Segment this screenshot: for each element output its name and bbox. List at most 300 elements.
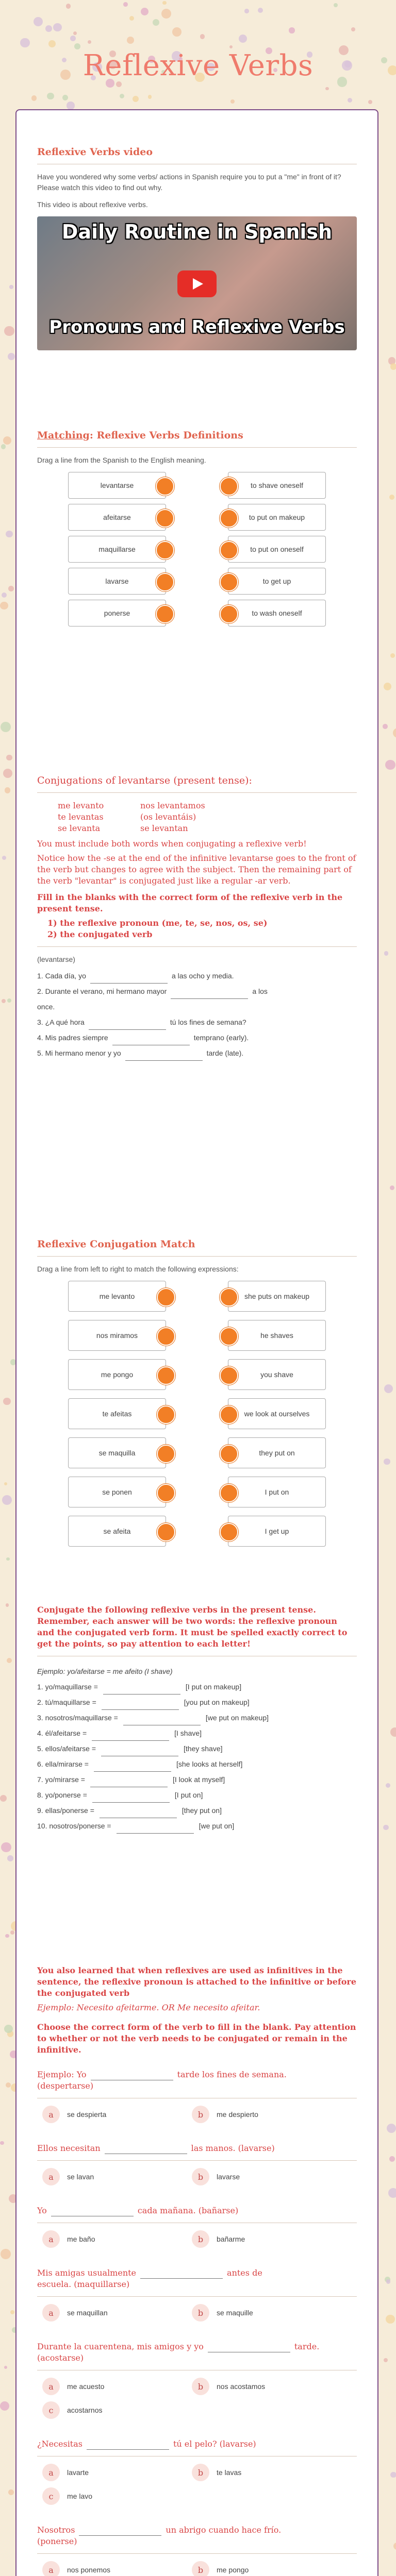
match-pair <box>37 1516 357 1547</box>
answer-option[interactable] <box>192 2464 241 2481</box>
match-right[interactable]: to wash oneself <box>228 600 326 626</box>
decor-dot <box>386 2279 390 2283</box>
decor-dot <box>390 2472 396 2478</box>
blank-input[interactable] <box>102 1702 179 1710</box>
conjugate-item <box>37 1741 357 1756</box>
match-right[interactable]: you shave <box>228 1359 326 1390</box>
question-text <box>37 2069 357 2080</box>
blank-input[interactable] <box>100 1810 177 1818</box>
conjugation-row <box>58 811 357 823</box>
conjugation-match-instruction: Drag a line from left to right to match the following expressions: <box>37 1265 239 1273</box>
drag-handle[interactable] <box>157 1288 175 1307</box>
decor-dot <box>6 531 13 538</box>
question-start: Ellos necesitan <box>37 2143 101 2153</box>
blank-input[interactable] <box>101 1749 178 1756</box>
match-right[interactable]: we look at ourselves <box>228 1398 326 1429</box>
decor-dot <box>4 2366 7 2369</box>
question-cont: escuela. (maquillarse) <box>37 2279 130 2289</box>
decor-dot <box>384 1459 390 1465</box>
options <box>37 2168 357 2192</box>
decor-dot <box>384 683 391 690</box>
conjugate-prompt: 1. yo/maquillarse = <box>37 1683 98 1691</box>
conjugate-hint: [they shave] <box>184 1744 223 1753</box>
decor-dot <box>1 2249 11 2259</box>
drag-handle[interactable] <box>156 477 174 496</box>
drag-handle[interactable] <box>220 1445 238 1463</box>
conjugate-item <box>37 1772 357 1787</box>
decor-dot <box>6 1557 10 1561</box>
question-start: ¿Necesitas <box>37 2439 82 2449</box>
match-pair <box>37 568 357 599</box>
video-section <box>37 146 357 350</box>
fill-title: Fill in the blanks with the correct form of the reflexive verb in the present tense. <box>37 892 343 913</box>
blank-input[interactable] <box>90 976 168 984</box>
question-end: un abrigo cuando hace frío. <box>166 2525 282 2535</box>
drag-handle[interactable] <box>156 605 174 623</box>
divider <box>37 946 357 947</box>
drag-handle[interactable] <box>156 573 174 591</box>
drag-handle[interactable] <box>157 1366 175 1385</box>
conjugation-cell: nos levantamos <box>140 801 205 810</box>
drag-handle[interactable] <box>157 1484 175 1502</box>
decor-dot <box>9 285 13 289</box>
decor-dot <box>1 1842 11 1853</box>
options <box>37 2304 357 2328</box>
choice-question <box>37 2069 357 2129</box>
fill-sentence <box>37 1030 357 1045</box>
decor-dot <box>2 856 6 860</box>
match-left[interactable]: se afeita <box>68 1516 166 1547</box>
conjugation-section <box>37 775 357 1061</box>
decor-dot <box>8 586 14 591</box>
question-end: cada mañana. (bañarse) <box>137 2206 239 2215</box>
blank-input[interactable] <box>103 1687 180 1694</box>
decor-dot <box>4 1482 7 1485</box>
blank-input[interactable] <box>112 1038 190 1045</box>
conjugate-hint: [I shave] <box>174 1729 202 1737</box>
fill-sentence <box>37 968 357 984</box>
option-letter-badge: a <box>42 2168 60 2185</box>
question-cont: (ponerse) <box>37 2536 77 2546</box>
drag-handle[interactable] <box>157 1405 175 1424</box>
answer-option[interactable] <box>192 2106 258 2123</box>
match-right[interactable]: he shaves <box>228 1320 326 1351</box>
option-letter-badge: b <box>192 2106 209 2123</box>
conjugation-table <box>37 800 357 834</box>
fill-point-1: 1) the reflexive pronoun (me, te, se, nos, os, se) <box>47 918 268 928</box>
conjugate-prompt: 2. tú/maquillarse = <box>37 1698 96 1706</box>
conjugate-item <box>37 1679 357 1694</box>
decor-dot <box>383 724 388 729</box>
conjugate-hint: [we put on makeup] <box>205 1714 269 1722</box>
option-letter-badge: b <box>192 2561 209 2576</box>
option-letter-badge: b <box>192 2168 209 2185</box>
conjugate-hint: [I put on] <box>174 1791 203 1799</box>
question-text <box>37 2524 357 2536</box>
match-left[interactable]: ponerse <box>68 600 166 626</box>
option-label: nos ponemos <box>67 2566 111 2574</box>
drag-handle[interactable] <box>220 1327 238 1346</box>
decor-dot <box>1 444 6 449</box>
match-pair <box>37 600 357 631</box>
conjugation-cell: te levantas <box>58 812 104 822</box>
match-right[interactable]: to put on oneself <box>228 536 326 563</box>
option-letter-badge: c <box>42 2401 60 2419</box>
infinitive-section <box>37 1965 357 2576</box>
choose-instruction: Choose the correct form of the verb to fill in the blank. Pay attention to whether or not the verb needs to be conjugated or remain in the infinitive. <box>37 2022 356 2055</box>
fill-sentence <box>37 1014 357 1030</box>
option-label: bañarme <box>217 2235 245 2243</box>
option-label: lavarte <box>67 2468 89 2477</box>
question-text <box>37 2205 357 2216</box>
choice-question <box>37 2267 357 2328</box>
option-label: me pongo <box>217 2566 249 2574</box>
drag-handle[interactable] <box>157 1327 175 1346</box>
conjugate-item <box>37 1694 357 1710</box>
decor-dot <box>5 787 10 793</box>
sentence-end: temprano (early). <box>193 1033 249 1042</box>
decor-dot <box>384 2358 388 2362</box>
answer-option[interactable] <box>192 2304 253 2321</box>
conjugate-example: Ejemplo: yo/afeitarse = me afeito (I shave) <box>37 1667 173 1675</box>
choice-questions <box>37 2069 357 2576</box>
answer-option[interactable] <box>42 2487 92 2505</box>
conjugate-prompt: 5. ellos/afeitarse = <box>37 1744 96 1753</box>
matching-title <box>37 430 357 441</box>
answer-option[interactable] <box>42 2230 95 2248</box>
divider <box>37 2553 357 2554</box>
sentence-start: 2. Durante el verano, mi hermano mayor <box>37 987 167 995</box>
conjugation-cell: se levantan <box>140 823 188 833</box>
video-caption-top: Daily Routine in Spanish <box>61 221 333 243</box>
match-right[interactable]: she puts on makeup <box>228 1281 326 1312</box>
blank-input[interactable] <box>87 2442 169 2450</box>
conjugate-item <box>37 1756 357 1772</box>
answer-option[interactable] <box>42 2106 106 2123</box>
question-end: tarde. (acostarse) <box>37 2342 320 2363</box>
video-caption-bottom: Pronouns and Reflexive Verbs <box>49 317 345 337</box>
drag-handle[interactable] <box>220 1523 238 1541</box>
page-header <box>0 0 396 103</box>
drag-handle[interactable] <box>220 509 238 528</box>
match-left[interactable]: afeitarse <box>68 504 166 531</box>
conjugation-cell: me levanto <box>58 801 104 810</box>
video-section-title: Reflexive Verbs video <box>37 146 153 158</box>
play-icon[interactable] <box>177 270 217 297</box>
blank-input[interactable] <box>125 1053 203 1061</box>
divider <box>37 2160 357 2161</box>
drag-handle[interactable] <box>220 573 238 591</box>
sentence-start: 1. Cada día, yo <box>37 972 86 980</box>
drag-handle[interactable] <box>156 541 174 560</box>
option-label: lavarse <box>217 2173 240 2181</box>
drag-handle[interactable] <box>156 509 174 528</box>
blank-input[interactable] <box>92 1733 169 1741</box>
drag-handle[interactable] <box>220 1288 238 1307</box>
choice-question <box>37 2205 357 2254</box>
blank-input[interactable] <box>90 1780 168 1787</box>
match-left[interactable]: me levanto <box>68 1281 166 1312</box>
question-end: tarde los fines de semana. <box>177 2070 287 2079</box>
match-left[interactable]: levantarse <box>68 472 166 499</box>
option-label: me acuesto <box>67 2382 105 2391</box>
match-pair <box>37 536 357 567</box>
decor-dot <box>384 1384 393 1393</box>
question-text <box>37 2341 357 2364</box>
decor-dot <box>390 653 395 658</box>
option-label: nos acostamos <box>217 2382 266 2391</box>
conjugate-prompt: 8. yo/ponerse = <box>37 1791 87 1799</box>
question-start: Nosotros <box>37 2525 75 2535</box>
option-label: te lavas <box>217 2468 242 2477</box>
decor-dot <box>4 326 14 336</box>
decor-dot <box>4 2025 13 2033</box>
answer-option[interactable] <box>192 2378 265 2395</box>
choice-question <box>37 2143 357 2192</box>
matching-title-rest: : Reflexive Verbs Definitions <box>89 430 243 441</box>
blank-input[interactable] <box>123 1718 201 1725</box>
option-label: acostarnos <box>67 2406 103 2414</box>
decor-dot <box>2 592 7 598</box>
drag-handle[interactable] <box>220 477 238 496</box>
video-intro: Have you wondered why some verbs/ actions in Spanish require you to put a "me" in front of it? Please watch this video to find out why. <box>37 173 341 192</box>
answer-option[interactable] <box>42 2168 94 2185</box>
answer-option[interactable] <box>42 2304 108 2321</box>
match-right[interactable]: I put on <box>228 1477 326 1507</box>
match-left[interactable]: te afeitas <box>68 1398 166 1429</box>
decor-dot <box>390 1185 394 1190</box>
match-left[interactable]: nos miramos <box>68 1320 166 1351</box>
sentence-end: a los <box>252 987 268 995</box>
conjugate-prompt: 6. ella/mirarse = <box>37 1760 89 1768</box>
decor-dot <box>3 769 12 778</box>
decor-dot <box>10 2310 14 2314</box>
decor-dot <box>0 2401 9 2411</box>
conjugate-item <box>37 1803 357 1818</box>
question-text <box>37 2438 357 2450</box>
blank-input[interactable] <box>94 1764 171 1772</box>
conjugate-item <box>37 1787 357 1803</box>
conjugate-prompt: 9. ellas/ponerse = <box>37 1806 94 1815</box>
blank-input[interactable] <box>89 1022 166 1030</box>
option-letter-badge: a <box>42 2304 60 2321</box>
decor-dot <box>387 2124 396 2133</box>
sentence-end: tú los fines de semana? <box>170 1018 246 1026</box>
match-left[interactable]: me pongo <box>68 1359 166 1390</box>
decor-dot <box>2 1495 12 1505</box>
conjugate-prompt: 7. yo/mirarse = <box>37 1775 85 1784</box>
decor-dot <box>383 1825 388 1830</box>
drag-handle[interactable] <box>220 1484 238 1502</box>
question-end: tú el pelo? (lavarse) <box>173 2439 256 2449</box>
drag-handle[interactable] <box>157 1523 175 1541</box>
conjugation-match-title: Reflexive Conjugation Match <box>37 1239 195 1250</box>
matching-title-prefix: Matching <box>37 430 90 441</box>
conjugate-item <box>37 1818 357 1834</box>
answer-option[interactable] <box>192 2561 249 2576</box>
decor-dot <box>393 2543 396 2550</box>
match-pair <box>37 1320 357 1351</box>
blank-input[interactable] <box>171 991 248 999</box>
worksheet-card <box>15 109 378 2576</box>
option-label: se despierta <box>67 2110 107 2119</box>
conjugation-cell: se levanta <box>58 823 101 833</box>
fill-sentence <box>37 984 357 999</box>
conjugate-hint: [you put on makeup] <box>184 1698 250 1706</box>
matching-pairs <box>37 472 357 637</box>
blank-input[interactable] <box>79 2528 161 2536</box>
decor-dot <box>3 436 11 445</box>
answer-option[interactable] <box>42 2378 104 2395</box>
option-letter-badge: a <box>42 2378 60 2395</box>
conjugate-hint: [I put on makeup] <box>185 1683 242 1691</box>
option-letter-badge: b <box>192 2464 209 2481</box>
conjugate-prompt: 4. él/afeitarse = <box>37 1729 87 1737</box>
blank-input[interactable] <box>117 1826 194 1834</box>
option-letter-badge: b <box>192 2378 209 2395</box>
sentence-end: a las ocho y media. <box>171 972 234 980</box>
decor-dot <box>389 2156 395 2162</box>
blank-input[interactable] <box>140 2271 223 2279</box>
notice-text: Notice how the -se at the end of the infinitive levantarse goes to the front of the verb but changes to agree with the subject. Then the remaining part of the verb "levantar" is conjugated just like a regular -ar verb. <box>37 853 356 886</box>
decor-dot <box>6 2082 11 2088</box>
match-right[interactable]: they put on <box>228 1437 326 1468</box>
conjugate-item <box>37 1725 357 1741</box>
decor-dot <box>385 760 395 770</box>
answer-option[interactable] <box>42 2464 89 2481</box>
sentence-cont: once. <box>37 1003 55 1011</box>
match-left[interactable]: se ponen <box>68 1477 166 1507</box>
decor-dot <box>386 1783 391 1788</box>
decor-dot <box>390 363 396 370</box>
decor-dot <box>386 2315 394 2324</box>
decor-dot <box>5 1934 9 1938</box>
decor-dot <box>0 602 8 609</box>
blank-input[interactable] <box>91 2073 173 2080</box>
divider <box>37 447 357 448</box>
match-left[interactable]: se maquilla <box>68 1437 166 1468</box>
drag-handle[interactable] <box>220 1366 238 1385</box>
blank-input[interactable] <box>51 2209 134 2216</box>
conjugate-hint: [I look at myself] <box>172 1775 225 1784</box>
video-player[interactable] <box>37 216 357 350</box>
decor-dot <box>388 2188 396 2198</box>
option-label: me despierto <box>217 2110 258 2119</box>
match-pair <box>37 504 357 535</box>
question-end: las manos. (lavarse) <box>191 2143 275 2153</box>
answer-option[interactable] <box>192 2168 240 2185</box>
decor-dot <box>7 1658 12 1663</box>
decor-dot <box>0 2141 4 2145</box>
divider <box>37 2296 357 2297</box>
drag-handle[interactable] <box>220 541 238 560</box>
option-letter-badge: a <box>42 2561 60 2576</box>
blank-input[interactable] <box>105 2146 187 2154</box>
verb-tag: (levantarse) <box>37 955 75 963</box>
match-pair <box>37 1398 357 1429</box>
option-letter-badge: c <box>42 2487 60 2505</box>
option-letter-badge: a <box>42 2106 60 2123</box>
option-label: me baño <box>67 2235 95 2243</box>
decor-dot <box>6 1603 9 1606</box>
match-left[interactable]: lavarse <box>68 568 166 595</box>
options <box>37 2106 357 2129</box>
choice-question <box>37 2524 357 2576</box>
match-pair <box>37 1477 357 1507</box>
decor-dot <box>390 1727 396 1737</box>
match-right[interactable]: to put on makeup <box>228 504 326 531</box>
decor-dot <box>393 728 396 738</box>
match-pair <box>37 1281 357 1312</box>
page-title: Reflexive Verbs <box>82 49 314 82</box>
question-end: antes de <box>227 2268 262 2278</box>
decor-dot <box>7 998 11 1003</box>
option-letter-badge: b <box>192 2230 209 2248</box>
answer-option[interactable] <box>192 2230 245 2248</box>
video-note: This video is about reflexive verbs. <box>37 200 148 209</box>
match-right[interactable]: to shave oneself <box>228 472 326 499</box>
drag-handle[interactable] <box>157 1445 175 1463</box>
match-pair <box>37 1437 357 1468</box>
conjugate-hint: [they put on] <box>182 1806 222 1815</box>
question-text <box>37 2267 357 2279</box>
decor-dot <box>384 951 389 956</box>
question-text <box>37 2143 357 2154</box>
options <box>37 2561 357 2576</box>
decor-dot <box>1 722 11 732</box>
conjugate-items <box>37 1679 357 1834</box>
options <box>37 2230 357 2254</box>
fill-sentence <box>37 1045 357 1061</box>
option-letter-badge: a <box>42 2230 60 2248</box>
blank-input[interactable] <box>92 1795 170 1803</box>
option-label: se lavan <box>67 2173 94 2181</box>
conjugate-section <box>37 1604 357 1834</box>
option-label: se maquille <box>217 2309 253 2317</box>
drag-handle[interactable] <box>220 605 238 623</box>
conjugate-hint: [she looks at herself] <box>176 1760 243 1768</box>
answer-option[interactable] <box>42 2401 102 2419</box>
divider <box>37 792 357 793</box>
match-left[interactable]: maquillarse <box>68 536 166 563</box>
decor-dot <box>6 755 12 760</box>
conjugate-prompt: 3. nosotros/maquillarse = <box>37 1714 118 1722</box>
decor-dot <box>2 999 6 1003</box>
divider <box>37 1256 357 1257</box>
answer-option[interactable] <box>42 2561 110 2576</box>
decor-dot <box>0 1795 7 1802</box>
sentence-start: 3. ¿A qué hora <box>37 1018 85 1026</box>
question-start: Ejemplo: Yo <box>37 2070 87 2079</box>
conjugation-row <box>58 800 357 811</box>
infinitive-intro: You also learned that when reflexives are used as infinitives in the sentence, the reflexive pronoun is attached to the infinitive or before the conjugated verb <box>37 1965 357 1998</box>
conjugation-match-section <box>37 1239 357 1569</box>
infinitive-example: Ejemplo: Necesito afeitarme. OR Me necesito afeitar. <box>37 2003 260 2012</box>
question-start: Mis amigas usualmente <box>37 2268 137 2278</box>
sentence-end: tarde (late). <box>206 1049 244 1057</box>
options <box>37 2464 357 2511</box>
match-right[interactable]: I get up <box>228 1516 326 1547</box>
must-text: You must include both words when conjugating a reflexive verb! <box>37 839 307 849</box>
decor-dot <box>10 1930 14 1935</box>
blank-input[interactable] <box>208 2345 290 2352</box>
match-right[interactable]: to get up <box>228 568 326 595</box>
drag-handle[interactable] <box>220 1405 238 1424</box>
decor-dot <box>3 1398 11 1405</box>
matching-section <box>37 430 357 637</box>
choice-question <box>37 2341 357 2425</box>
conjugate-hint: [we put on] <box>199 1822 235 1830</box>
